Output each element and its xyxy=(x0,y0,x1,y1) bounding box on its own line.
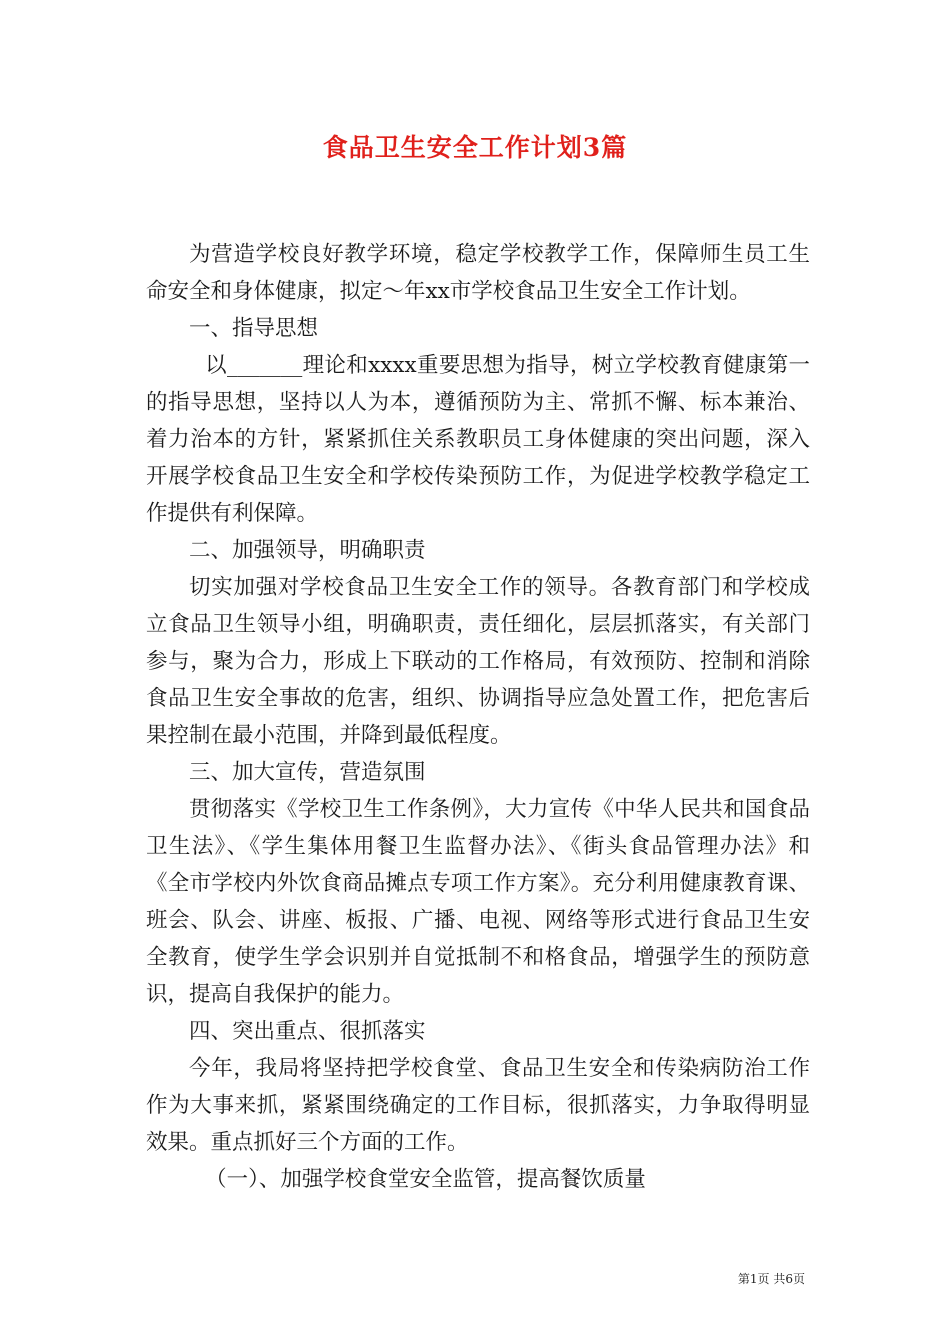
heading-leadership: 二、加强领导，明确职责 xyxy=(189,538,426,563)
paragraph-key-points: 今年，我局将坚持把学校食堂、食品卫生安全和传染病防治工作作为大事来抓，紧紧围绕确定的工作目标，很抓落实，力争取得明显效果。重点抓好三个方面的工作。 xyxy=(146,1056,810,1155)
document-title: 食品卫生安全工作计划3篇 xyxy=(322,133,628,162)
page-number-footer: 第1页 共6页 xyxy=(737,1272,805,1286)
paragraph-intro: 为营造学校良好教学环境，稳定学校教学工作，保障师生员工生命安全和身体健康，拟定～年xx市学校食品卫生安全工作计划。 xyxy=(146,242,810,304)
paragraph-leadership: 切实加强对学校食品卫生安全工作的领导。各教育部门和学校成立食品卫生领导小组，明确职责，责任细化，层层抓落实，有关部门参与，聚为合力，形成上下联动的工作格局，有效预防、控制和消除食品卫生安全事故的危害，组织、协调指导应急处置工作，把危害后果控制在最小范围，并降到最低程度。 xyxy=(146,575,810,748)
heading-guiding-ideology: 一、指导思想 xyxy=(189,316,319,341)
paragraph-guiding-ideology: 以_______理论和xxxx重要思想为指导，树立学校教育健康第一的指导思想，坚持以人为本，遵循预防为主、常抓不懈、标本兼治、着力治本的方针，紧紧抓住关系教职员工身体健康的突出问题，深入开展学校食品卫生安全和学校传染预防工作，为促进学校教学稳定工作提供有利保障。 xyxy=(146,353,810,526)
heading-key-points: 四、突出重点、很抓落实 xyxy=(189,1019,426,1044)
document-body xyxy=(146,236,810,1198)
subheading-canteen-supervision: （一）、加强学校食堂安全监管，提高餐饮质量 xyxy=(205,1167,646,1192)
paragraph-publicity: 贯彻落实《学校卫生工作条例》，大力宣传《中华人民共和国食品卫生法》、《学生集体用餐卫生监督办法》、《街头食品管理办法》和《全市学校内外饮食商品摊点专项工作方案》。充分利用健康教育课、班会、队会、讲座、板报、广播、电视、网络等形式进行食品卫生安全教育，使学生学会识别并自觉抵制不和格食品，增强学生的预防意识，提高自我保护的能力。 xyxy=(146,797,810,1007)
heading-publicity: 三、加大宣传，营造氛围 xyxy=(189,760,426,785)
